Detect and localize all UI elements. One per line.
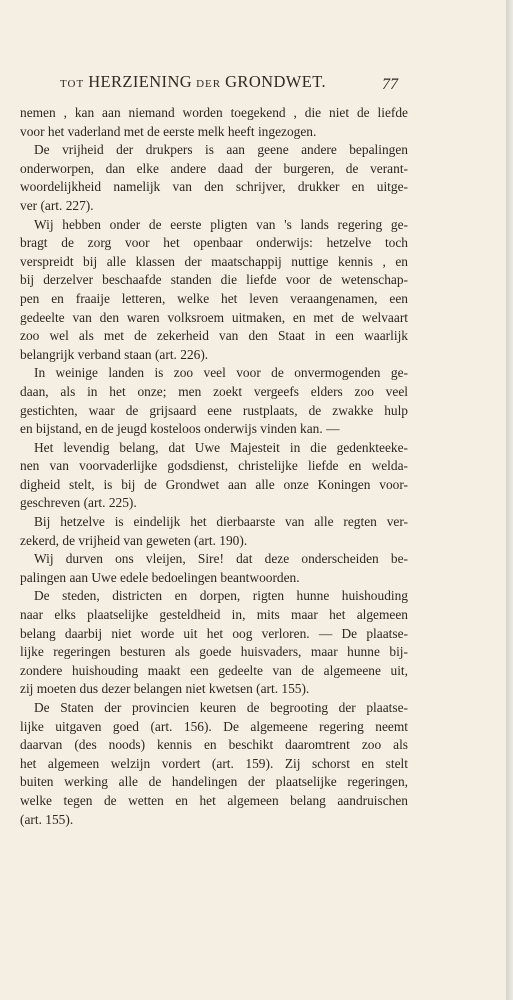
text-line: verspreidt bij alle klassen der maatschappij nuttige kennis , en xyxy=(20,253,408,269)
text-line: (art. 155). xyxy=(20,811,74,827)
header-herziening: HERZIENING xyxy=(88,72,193,91)
text-line: zekerd, de vrijheid van geweten (art. 190). xyxy=(20,532,248,548)
text-line: belangrijk verband staan (art. 226). xyxy=(20,346,209,362)
text-line: Het levendig belang, dat Uwe Majesteit in die gedenkteeke- xyxy=(34,439,408,455)
text-line: zij moeten dus dezer belangen niet kwetsen (art. 155). xyxy=(20,681,310,697)
text-line: De Staten der provincien keuren de begrooting der plaatse- xyxy=(34,700,408,715)
text-line: nemen , kan aan niemand worden toegekend , die niet de liefde xyxy=(20,105,408,120)
text-line: zondere huishouding maakt een gedeelte van de algemeene uit, xyxy=(20,662,408,678)
text-line: palingen aan Uwe edele bedoelingen beantwoorden. xyxy=(20,569,300,585)
text-line: voor het vaderland met de eerste melk heeft ingezogen. xyxy=(20,123,317,139)
text-line: buiten werking alle de handelingen der plaatselijke regeringen, xyxy=(20,774,408,790)
text-line: lijke uitgaven goed (art. 156). De algemeene regering neemt xyxy=(20,718,408,734)
text-line: belang daarbij niet worde uit het oog verloren. — De plaatse- xyxy=(20,625,408,641)
text-line: onderworpen, dan elke andere daad der burgeren, de verant- xyxy=(20,160,408,176)
header-der: DER xyxy=(196,78,222,90)
text-line: en bijstand, en de jeugd kosteloos onderwijs vinden kan. — xyxy=(20,421,340,437)
header-grondwet: GRONDWET. xyxy=(225,72,326,91)
text-line: In weinige landen is zoo veel voor de onvermogenden ge- xyxy=(34,365,408,381)
text-line: nen van voorvaderlijke godsdienst, christelijke liefde en welda- xyxy=(20,458,408,474)
text-line: woordelijkheid namelijk van den schrijver, drukker en uitge- xyxy=(20,179,408,195)
text-line: het algemeen welzijn vordert (art. 159). Zij schorst en stelt xyxy=(20,755,408,771)
text-line: gestichten, waar de grijsaard eene rustplaats, de zwakke hulp xyxy=(20,402,408,418)
text-line: naar elks plaatselijke gesteldheid in, mits maar het algemeen xyxy=(20,607,408,623)
page-edge xyxy=(506,0,513,1000)
text-line: Wij hebben onder de eerste pligten van 's lands regering ge- xyxy=(34,216,408,232)
page-number: 77 xyxy=(382,76,398,93)
text-line: welke tegen de wetten en het algemeen belang aandruischen xyxy=(20,792,408,808)
body-text xyxy=(20,104,408,829)
text-line: Bij hetzelve is eindelijk het dierbaarste van alle regten ver- xyxy=(34,514,408,530)
text-line: De steden, districten en dorpen, rigten hunne huishouding xyxy=(34,588,408,604)
text-line: ver (art. 227). xyxy=(20,197,94,213)
text-line: digheid stelt, is bij de Grondwet aan alle onze Koningen voor- xyxy=(20,476,408,492)
text-line: Wij durven ons vleijen, Sire! dat deze onderscheiden be- xyxy=(34,551,408,567)
text-line: zoo wel als met de zekerheid van den Staat in een waarlijk xyxy=(20,328,408,344)
running-header xyxy=(60,72,410,100)
text-line: bragt de zorg voor het openbaar onderwijs: hetzelve toch xyxy=(20,235,408,251)
text-line: pen en fraaije letteren, welke het leven veraangenamen, een xyxy=(20,290,408,306)
header-tot: TOT xyxy=(60,78,85,90)
text-line: gedeelte van den waren volksroem uitmaken, en met de welvaart xyxy=(20,309,408,325)
text-line: De vrijheid der drukpers is aan geene andere bepalingen xyxy=(34,142,408,158)
text-line: bij derzelver beschaafde standen die liefde voor de wetenschap- xyxy=(20,272,408,288)
text-line: daarvan (des noods) kennis en beschikt daaromtrent zoo als xyxy=(20,737,408,753)
text-line: daan, als in het onze; men zoekt vergeefs elders zoo veel xyxy=(20,383,408,399)
text-line: lijke regeringen besturen als goede huisvaders, maar hunne bij- xyxy=(20,644,408,660)
text-line: geschreven (art. 225). xyxy=(20,495,137,511)
